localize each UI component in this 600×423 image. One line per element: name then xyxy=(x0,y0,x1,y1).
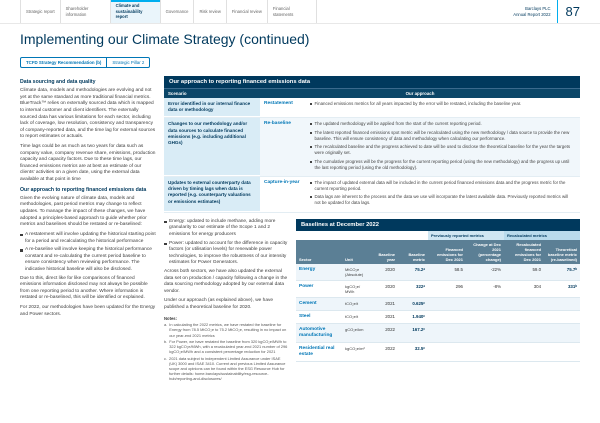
baseline-metric-cell: 75.2ᵃ xyxy=(398,264,428,281)
lower-section xyxy=(164,219,580,383)
page-content xyxy=(0,73,600,383)
table-row xyxy=(296,264,580,281)
unit-cell: tCO₂e/t xyxy=(342,310,372,323)
bullet-icon xyxy=(310,132,312,134)
paragraph: Given the evolving nature of climate data, models and methodologies, past period metrics may change to reflect updates. To manage the impact of these changes, we have adopted a principles-based approach to guide whether prior metrics and baselines should be restated or re-baselined: xyxy=(20,195,147,228)
paragraph: Time lags could be as much as two years for data such as company value, company revenue share, emissions, production capacity and capacity factors. Due to these time lags, our financed emissions metrics are at best an estimate of our clients' activities on a given date, using the external data available at that point in time xyxy=(20,144,156,183)
theoretical-baseline-cell: 75.7ᵇ xyxy=(544,264,580,281)
approach-table-title: Our approach to reporting financed emissions data xyxy=(164,76,580,88)
approach-details-cell xyxy=(310,177,580,212)
table-row xyxy=(164,98,580,118)
approach-type-cell: Restatement xyxy=(264,101,293,106)
list-item-text: Power: updated to account for the difference in capacity factors (or utilisation levels) for renewable power technologies, to improve the robustness of our intensity estimates for Power Generators. xyxy=(169,240,288,266)
table-row xyxy=(296,280,580,297)
sector-cell: Automotive manufacturing xyxy=(296,323,342,342)
table-row xyxy=(296,310,580,323)
financed-emissions-cell: 296 xyxy=(428,280,466,297)
approach-details-cell xyxy=(310,118,580,176)
list-item-text: Financed emissions metrics for all years impacted by the error will be restated, including the baseline year. xyxy=(314,101,522,106)
unit-cell: MtCO₂e (Absolute) xyxy=(342,264,372,281)
change-cell xyxy=(466,342,504,361)
col-header-change-dec-2021: Change at Dec 2021 (percentage change) xyxy=(466,240,504,264)
list-item xyxy=(310,144,575,156)
change-cell: -8% xyxy=(466,280,504,297)
change-cell xyxy=(466,323,504,342)
bullet-icon xyxy=(310,161,312,163)
baseline-year-cell: 2021 xyxy=(372,297,398,310)
tab-financial-review[interactable]: Financial review xyxy=(226,0,267,23)
top-navigation xyxy=(0,0,600,24)
list-item xyxy=(310,159,575,171)
list-item xyxy=(310,180,575,192)
paragraph: Climate data, models and methodologies are evolving and not yet at the same standard as more traditional financial metrics. BlueTrack™ relies on externally sourced data which is mapped to internal customer and client identifiers. The externally sourced data has various limitations for each sector, including lack of coverage, low resolution, consistency and transparency of company-reported data, and the time lag for external sources to report estimates or actuals. xyxy=(20,88,156,140)
scenario-cell: Changes to our methodology and/or data sources to calculate financed emissions (e.g. including additional GHGs) xyxy=(164,118,260,176)
approach-type-cell: Re-baseline xyxy=(264,121,291,127)
group-header-empty xyxy=(296,231,428,240)
tcfd-recommendation-label: TCFD Strategy Recommendation (b) xyxy=(26,60,102,65)
list-item-text: The cumulative progress will be the progress for the current reporting period (using the new methodology) and the progress up until the last reporting period (using the old methodology). xyxy=(314,158,570,170)
unit-cell: gCO₂e/km xyxy=(342,323,372,342)
approach-type-cell: Capture-in-year xyxy=(264,179,300,185)
sector-cell: Steel xyxy=(296,310,342,323)
list-item xyxy=(164,219,288,239)
bullet-icon xyxy=(310,103,312,105)
page-title: Implementing our Climate Strategy (continued) xyxy=(20,31,310,47)
col-header-unit: Unit xyxy=(342,240,372,264)
baseline-year-cell: 2021 xyxy=(372,310,398,323)
bullet-icon xyxy=(310,146,312,148)
baseline-year-cell: 2020 xyxy=(372,264,398,281)
list-item xyxy=(20,247,156,273)
strategic-pillar-label: Strategic Pillar 2 xyxy=(106,58,149,67)
unit-cell: kgCO₂e/ MWh xyxy=(342,280,372,297)
sector-cell: Power xyxy=(296,280,342,297)
col-header-baseline-metric: Baseline metric xyxy=(398,240,428,264)
footnote-label: a. xyxy=(164,322,168,328)
brand-name: Barclays PLC xyxy=(525,5,551,11)
recalculated-cell xyxy=(504,310,544,323)
col-header-theoretical-baseline: Theoretical baseline metric (re-baselined) xyxy=(544,240,580,264)
list-item-text: Energy: updated to include methane, adding more granularity to our estimate of the Scope 1 and 2 emissions for energy producers xyxy=(169,218,276,237)
theoretical-baseline-cell: 331ᵇ xyxy=(544,280,580,297)
column-header-row xyxy=(296,240,580,264)
baseline-year-cell: 2022 xyxy=(372,323,398,342)
col-header-sector: Sector xyxy=(296,240,342,264)
scenario-cell: Error identified in our internal finance data or methodology xyxy=(164,98,260,117)
bullet-icon xyxy=(164,221,167,224)
bullet-icon xyxy=(310,196,312,198)
baselines-table xyxy=(296,231,580,362)
scenario-cell: Updates to external counterparty data driven by timing lags when data is reported (e.g. counterparty valuations or emissions estimates) xyxy=(164,177,260,212)
recalculated-cell xyxy=(504,297,544,310)
sector-cell: Residential real estate xyxy=(296,342,342,361)
approach-table-subheader xyxy=(164,88,580,98)
left-text-column xyxy=(20,76,156,383)
bullet-icon xyxy=(164,243,167,246)
baseline-metric-cell: 32.5ᶜ xyxy=(398,342,428,361)
theoretical-baseline-cell xyxy=(544,310,580,323)
tab-risk-review[interactable]: Risk review xyxy=(193,0,225,23)
middle-text-column xyxy=(164,219,288,383)
approach-table xyxy=(164,76,580,213)
theoretical-baseline-cell xyxy=(544,342,580,361)
list-item xyxy=(164,241,288,267)
table-row xyxy=(164,177,580,213)
unit-cell: kgCO₂e/m² xyxy=(342,342,372,361)
list-item xyxy=(310,121,575,127)
paragraph: Under our approach (as explained above), we have published a theoretical baseline for 2020. xyxy=(164,298,274,310)
baseline-year-cell: 2022 xyxy=(372,342,398,361)
change-cell xyxy=(466,310,504,323)
theoretical-baseline-cell xyxy=(544,323,580,342)
list-item-text: The impact of updated external data will be included in the current period financed emissions data and the progress metric for the current reporting period. xyxy=(314,179,566,191)
footnote-label: c. xyxy=(164,355,168,361)
sector-cell: Energy xyxy=(296,264,342,281)
list-item xyxy=(20,232,156,245)
column-header-our-approach: Our approach xyxy=(405,91,435,96)
recalculated-cell xyxy=(504,342,544,361)
page-number: 87 xyxy=(557,0,600,23)
column-header-scenario: Scenario xyxy=(168,91,187,96)
group-header-row xyxy=(296,231,580,240)
theoretical-baseline-cell xyxy=(544,297,580,310)
baselines-table-title: Baselines at December 2022 xyxy=(296,219,580,231)
baselines-section xyxy=(296,219,580,383)
tab-strategic-report[interactable]: Strategic report xyxy=(20,0,60,23)
col-header-financed-emissions-dec-2021: Financed emissions for Dec 2021 xyxy=(428,240,466,264)
financed-emissions-cell xyxy=(428,310,466,323)
baseline-metric-cell: 322ᵃ xyxy=(398,280,428,297)
list-item-text: Data lags are inherent to the process and the data we use will incorporate the latest available data. Previously reported metrics will not be updated for data lags. xyxy=(314,194,569,206)
section-tabs xyxy=(20,0,513,23)
list-item-text: The recalculated baseline and the progress achieved to date will be used to disclose the theoretical baseline for the year the targets were originally set. xyxy=(314,144,571,156)
bullet-icon xyxy=(310,182,312,184)
tab-climate-and-sustainability-report[interactable]: Climate and sustainability report xyxy=(110,0,160,23)
change-cell: -22% xyxy=(466,264,504,281)
sector-cell: Cement xyxy=(296,297,342,310)
footnote-text: In calculating the 2022 metrics, we have restated the baseline for Energy from 78.5 MtCO₂e to 75.2 MtCO₂e, resulting in no impact on our year-end 2021 metrics xyxy=(169,322,287,338)
footnote-label: b. xyxy=(164,339,168,345)
list-item-text: The updated methodology will be applied from the start of the current reporting period. xyxy=(314,121,482,127)
baseline-metric-cell: 167.2ᶜ xyxy=(398,323,428,342)
group-header-recalculated: Recalculated metrics xyxy=(504,231,580,240)
footnote xyxy=(164,356,288,381)
tab-shareholder-information[interactable]: Shareholder information xyxy=(60,0,110,23)
bullet-icon xyxy=(20,234,23,237)
footnote xyxy=(164,339,288,354)
report-brand xyxy=(513,0,556,23)
baseline-year-cell: 2020 xyxy=(372,280,398,297)
left-heading-data-sourcing: Data sourcing and data quality xyxy=(20,79,96,85)
recalculated-cell: 59.0 xyxy=(504,264,544,281)
financed-emissions-cell xyxy=(428,297,466,310)
col-header-recalculated-financed-emissions: Recalculated financed emissions for Dec 2021 xyxy=(504,240,544,264)
tab-financial-statements[interactable]: Financial statements xyxy=(267,0,317,23)
paragraph: Due to this, direct like for like comparisons of financed emissions information disclosed may not always be possible from one reporting period to another. Where information is restated or re-baselined, this will be identified or explained. xyxy=(20,275,148,301)
table-row xyxy=(296,342,580,361)
group-header-previously-reported: Previously reported metrics xyxy=(428,231,504,240)
footnote-text: For Power, we have restated the baseline from 320 kgCO₂e/MWh to 322 kgCO₂e/MWh, with a recalculated year-end 2021 number of 296 kgCO₂e/MWh and a consistent percentage reduction for 2021 xyxy=(169,339,288,355)
right-column xyxy=(164,76,580,383)
list-item-text: The latest reported financed emissions spot metric will be recalculated using the new methodology / data source to provide the new baseline. This will ensure consistency of data and methodology when calculating our performance. xyxy=(314,129,570,141)
recalculated-cell: 304 xyxy=(504,280,544,297)
left-heading-our-approach: Our approach to reporting financed emissions data xyxy=(20,186,147,193)
baseline-metric-cell: 0.625ᶜ xyxy=(398,297,428,310)
notes-heading: Notes: xyxy=(164,315,178,321)
list-item-text: A re-baseline will involve keeping the historical performance constant and re-calculating the current period baseline to ensure consistency when reviewing performance. The indicative historical baseline will also be disclosed. xyxy=(25,247,152,272)
unit-cell: tCO₂e/t xyxy=(342,297,372,310)
change-cell xyxy=(466,297,504,310)
financed-emissions-cell xyxy=(428,342,466,361)
list-item-text: A restatement will involve updating the historical starting point for a period and recalculating the historical performance xyxy=(25,231,156,244)
footnote xyxy=(164,322,288,337)
financed-emissions-cell: 58.5 xyxy=(428,264,466,281)
paragraph: For 2022, our methodologies have been updated for the Energy and Power sectors. xyxy=(20,305,156,317)
tab-governance[interactable]: Governance xyxy=(160,0,194,23)
table-row xyxy=(164,118,580,177)
list-item xyxy=(310,130,575,142)
table-row xyxy=(296,323,580,342)
table-row xyxy=(296,297,580,310)
bullet-icon xyxy=(310,123,312,125)
list-item xyxy=(310,194,575,206)
col-header-baseline-year: Baseline year xyxy=(372,240,398,264)
paragraph: Across both sectors, we have also updated the external data set on production / capacity following a change in the data sourcing methodology adopted by our external data vendor. xyxy=(164,268,288,294)
financed-emissions-cell xyxy=(428,323,466,342)
tcfd-tag-row xyxy=(0,51,600,73)
brand-edition: Annual Report 2022 xyxy=(513,11,551,17)
footnote-text: 2021 data subject to independent Limited Assurance under ISAE (UK) 3000 and ISAE 3410. Current and previous Limited Assurance scope and opinions can be found within the ESG Resource Hub for further details: home.barclays/sustainability/esg-resource-hub/reporting-and-disclosures/ xyxy=(169,355,286,382)
bullet-icon xyxy=(20,249,23,252)
approach-details-cell xyxy=(310,98,580,117)
tcfd-tag xyxy=(20,57,150,68)
recalculated-cell xyxy=(504,323,544,342)
list-item xyxy=(310,101,575,107)
baseline-metric-cell: 1.940ᶜ xyxy=(398,310,428,323)
